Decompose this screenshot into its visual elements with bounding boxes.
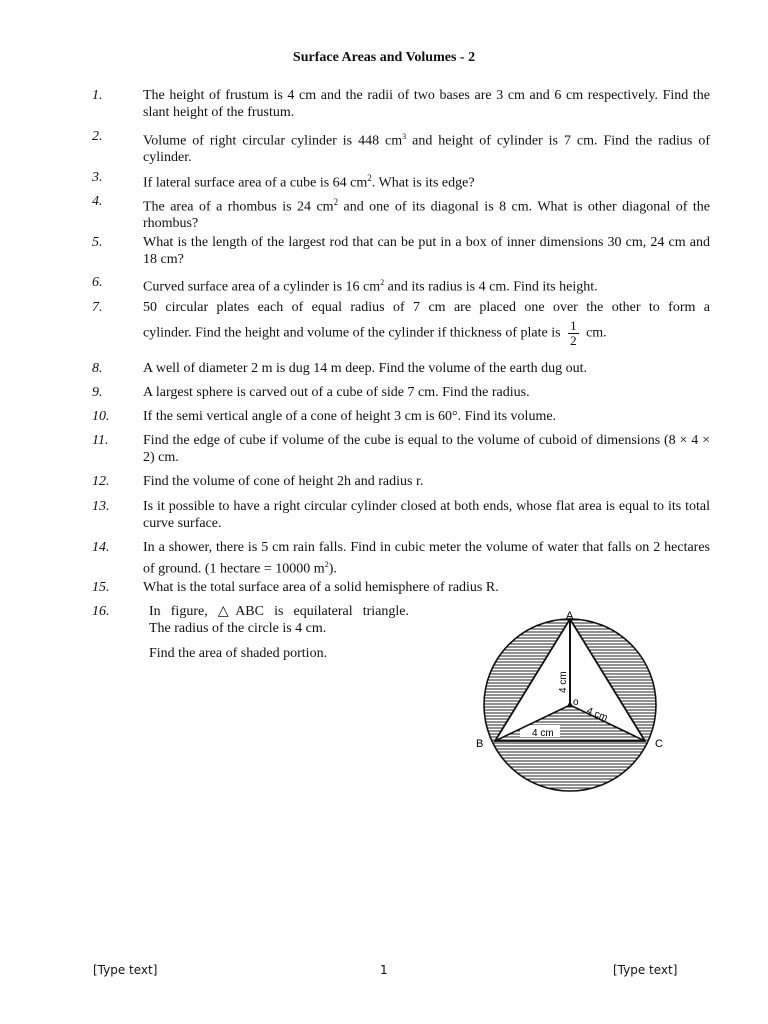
question-number: 5. — [92, 235, 103, 250]
question-text: If lateral surface area of a cube is 64 $cm^2$. What is its edge? — [143, 173, 475, 191]
question-number: 14. — [92, 540, 110, 555]
label-oc-length: 4 cm — [584, 705, 610, 724]
question-number: 11. — [92, 433, 109, 448]
question-text: Find the edge of cube if volume of the cube is equal to the volume of cuboid of dimensions (8 × 4 × 2) cm. — [143, 433, 710, 465]
label-oa-length: 4 cm — [558, 671, 569, 693]
question-16-line3: Find the area of shaded portion. — [149, 646, 328, 661]
question-number: 12. — [92, 474, 110, 489]
question-text: Volume of right circular cylinder is 448 $cm^3$ and height of cylinder is 7 cm. Find the radius of cylinder. — [143, 132, 710, 166]
question-number: 10. — [92, 409, 110, 424]
question-number: 9. — [92, 385, 103, 400]
question-number: 13. — [92, 499, 110, 514]
question-text: The area of a rhombus is 24 $cm^2$ and one of its diagonal is 8 cm. What is other diagonal of the rhombus? — [143, 197, 711, 232]
footer-right: [Type text] — [613, 963, 678, 977]
fraction-one-half: $\frac{1}{2}$ — [570, 318, 577, 348]
question-number: 1. — [92, 88, 103, 103]
triangle-in-circle-figure — [470, 607, 690, 797]
label-c: C — [655, 738, 663, 750]
question-16-line1: In figure, △ABC is equilateral triangle. — [149, 604, 409, 619]
question-text: A well of diameter 2 m is dug 14 m deep. Find the volume of the earth dug out. — [143, 361, 588, 376]
label-b: B — [476, 738, 484, 750]
question-text: Curved surface area of a cylinder is 16 $cm^2$ and its radius is 4 cm. Find its height. — [143, 278, 598, 295]
question-text: Find the volume of cone of height 2h and radius r. — [143, 474, 424, 489]
center-point — [568, 703, 572, 707]
footer-left: [Type text] — [93, 963, 158, 977]
question-number: 8. — [92, 361, 103, 376]
question-number: 15. — [92, 580, 110, 595]
question-number: 2. — [92, 129, 103, 144]
question-text: Is it possible to have a right circular cylinder closed at both ends, whose flat area is equal to its total curve surface. — [143, 499, 710, 531]
question-number: 6. — [92, 275, 103, 290]
question-text: A largest sphere is carved out of a cube of side 7 cm. Find the radius. — [143, 385, 530, 400]
document-title: Surface Areas and Volumes - 2 — [292, 50, 476, 65]
question-text-line1: 50 circular plates each of equal radius of 7 cm are placed one over the other to form a — [143, 300, 710, 315]
question-text-line2: cylinder. Find the height and volume of the cylinder if thickness of plate is $\frac{1}{2}$ cm. — [143, 318, 607, 348]
label-bc-length: 4 cm — [532, 728, 554, 739]
question-text: What is the length of the largest rod that can be put in a box of inner dimensions 30 cm, 24 cm and 18 cm? — [143, 235, 710, 267]
question-text: What is the total surface area of a solid hemisphere of radius R. — [143, 580, 499, 595]
question-16-line2: The radius of the circle is 4 cm. — [149, 621, 327, 636]
question-number: 16. — [92, 604, 110, 619]
label-o: o — [573, 697, 579, 708]
question-number: 4. — [92, 194, 103, 209]
question-text: In a shower, there is 5 cm rain falls. Find in cubic meter the volume of water that falls on 2 hectares of ground. (1 hectare = 10000 $m^2$). — [143, 540, 710, 577]
page-number: 1 — [380, 963, 388, 977]
question-text: If the semi vertical angle of a cone of height 3 cm is 60°. Find its volume. — [143, 409, 557, 424]
question-text: The height of frustum is 4 cm and the radii of two bases are 3 cm and 6 cm respectively. Find the slant height of the frustum. — [143, 88, 710, 120]
label-a: A — [566, 610, 574, 622]
question-number: 3. — [92, 170, 103, 185]
question-number: 7. — [92, 300, 103, 315]
